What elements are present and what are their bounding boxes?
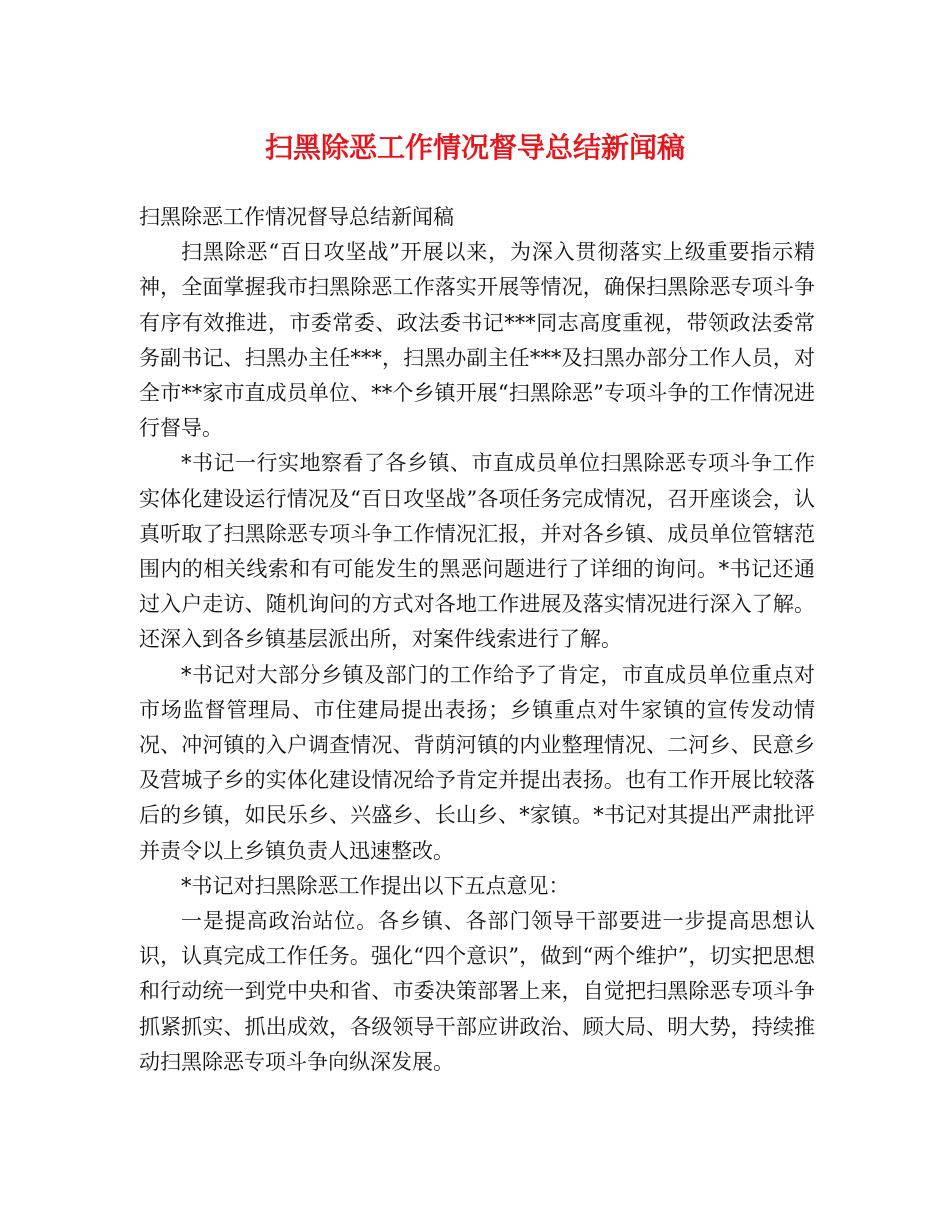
document-body xyxy=(139,200,815,1080)
paragraph-2: *书记一行实地察看了各乡镇、市直成员单位扫黑除恶专项斗争工作实体化建设运行情况及“百日攻坚战”各项任务完成情况，召开座谈会，认真听取了扫黑除恶专项斗争工作情况汇报，并对各乡镇、成员单位管辖范围内的相关线索和有可能发生的黑恶问题进行了详细的询问。*书记还通过入户走访、随机询问的方式对各地工作进展及落实情况进行深入了解。还深入到各乡镇基层派出所，对案件线索进行了解。 xyxy=(139,451,815,652)
paragraph-3: *书记对大部分乡镇及部门的工作给予了肯定，市直成员单位重点对市场监督管理局、市住建局提出表扬；乡镇重点对牛家镇的宣传发动情况、冲河镇的入户调查情况、背荫河镇的内业整理情况、二河乡、民意乡及营城子乡的实体化建设情况给予肯定并提出表扬。也有工作开展比较落后的乡镇，如民乐乡、兴盛乡、长山乡、*家镇。*书记对其提出严肃批评并责令以上乡镇负责人迅速整改。 xyxy=(139,662,815,863)
paragraph-5: 一是提高政治站位。各乡镇、各部门领导干部要进一步提高思想认识，认真完成工作任务。强化“四个意识”，做到“两个维护”，切实把思想和行动统一到党中央和省、市委决策部署上来，自觉把扫黑除恶专项斗争抓紧抓实、抓出成效，各级领导干部应讲政治、顾大局、明大势，持续推动扫黑除恶专项斗争向纵深发展。 xyxy=(139,909,815,1074)
document-subtitle: 扫黑除恶工作情况督导总结新闻稿 xyxy=(139,205,454,229)
paragraph-4: *书记对扫黑除恶工作提出以下五点意见： xyxy=(181,873,570,898)
document-title: 扫黑除恶工作情况督导总结新闻稿 xyxy=(264,131,685,164)
paragraph-1: 扫黑除恶“百日攻坚战”开展以来，为深入贯彻落实上级重要指示精神，全面掌握我市扫黑除恶工作落实开展等情况，确保扫黑除恶专项斗争有序有效推进，市委常委、政法委书记***同志高度重视，带领政法委常务副书记、扫黑办主任***，扫黑办副主任***及扫黑办部分工作人员，对全市**家市直成员单位、**个乡镇开展“扫黑除恶”专项斗争的工作情况进行督导。 xyxy=(139,240,815,441)
